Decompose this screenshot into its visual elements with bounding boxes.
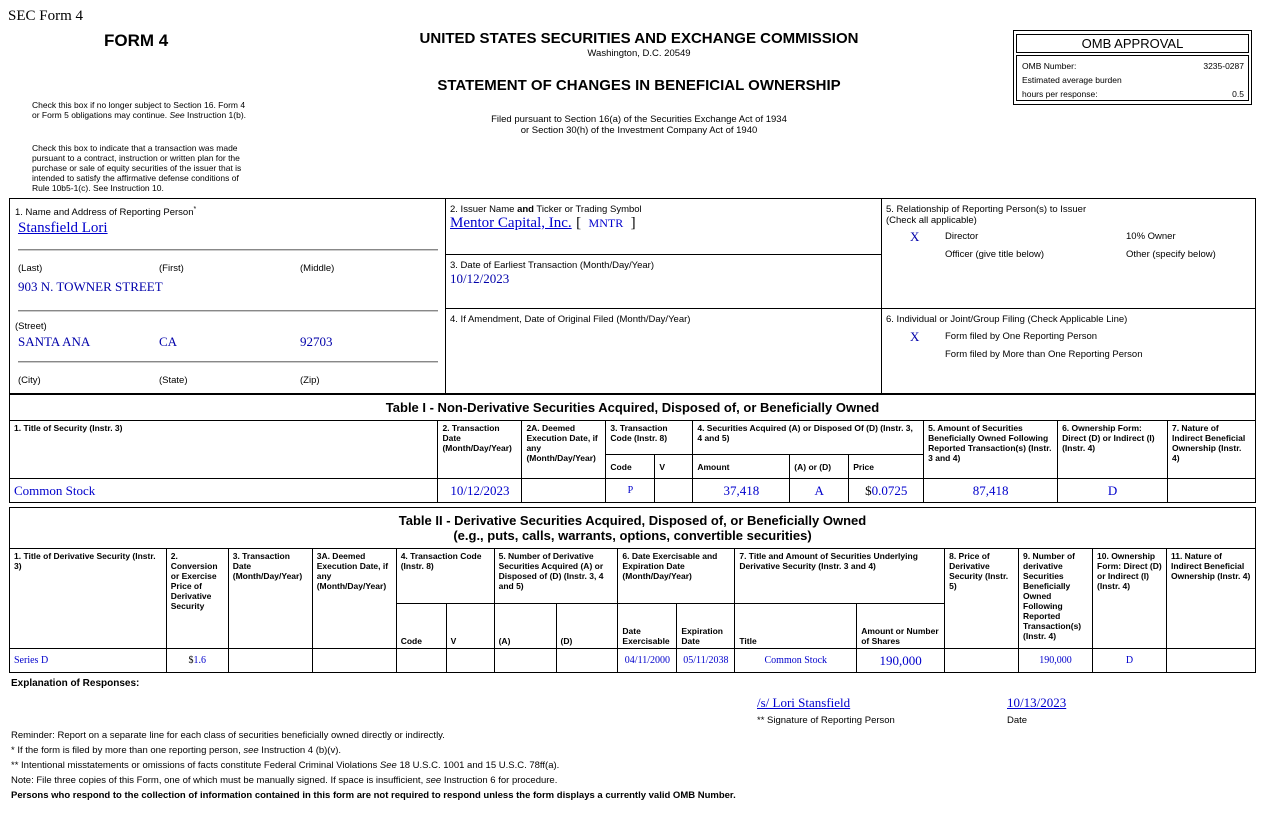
t2-row-expiration: 05/11/2038 bbox=[677, 649, 735, 673]
table-2 bbox=[9, 507, 1256, 673]
note-3-see: see bbox=[425, 775, 442, 786]
table-2-title-line-2: (e.g., puts, calls, warrants, options, convertible securities) bbox=[453, 528, 812, 543]
filed-pursuant bbox=[360, 114, 918, 136]
checkbox-1-line-2 bbox=[32, 110, 272, 120]
signature-label: ** Signature of Reporting Person bbox=[757, 715, 895, 726]
t1-row-form: D bbox=[1058, 479, 1168, 503]
checkbox-2-line-2: pursuant to a contract, instruction or written plan for the bbox=[32, 153, 240, 163]
t2-sub-expiration: Expiration Date bbox=[677, 604, 735, 649]
reminder-text: Reminder: Report on a separate line for each class of securities beneficially owned directly or indirectly. bbox=[11, 730, 445, 741]
t2-header-ownership-form: 10. Ownership Form: Direct (D) or Indirect (I) (Instr. 4) bbox=[1093, 549, 1167, 649]
table-row bbox=[10, 479, 1256, 503]
omb-title: OMB APPROVAL bbox=[1016, 34, 1249, 53]
t2-header-price: 8. Price of Derivative Security (Instr. 5) bbox=[945, 549, 1019, 649]
omb-burden-label: Estimated average burden bbox=[1022, 75, 1122, 85]
checkbox-1-instruction: Instruction 1(b). bbox=[184, 110, 247, 120]
t1-row-amount: 37,418 bbox=[693, 479, 790, 503]
one-person-label: Form filed by One Reporting Person bbox=[945, 331, 1098, 342]
checkbox-2-line-4: intended to satisfy the affirmative defense conditions of bbox=[32, 173, 239, 183]
director-mark: X bbox=[910, 229, 920, 244]
omb-number-value: 3235-0287 bbox=[1203, 61, 1244, 71]
checkbox-1-see: See bbox=[169, 110, 185, 120]
relationship-label-1: 5. Relationship of Reporting Person(s) to Issuer bbox=[886, 204, 1087, 215]
state-value: CA bbox=[159, 334, 178, 349]
note-1-instruction: Instruction 4 (b)(v). bbox=[258, 745, 342, 756]
t2-sub-title: Title bbox=[735, 604, 857, 649]
t1-header-nature: 7. Nature of Indirect Beneficial Ownership (Instr. 4) bbox=[1167, 421, 1255, 479]
zip-value: 92703 bbox=[300, 334, 333, 349]
issuer-label-c: Ticker or Trading Symbol bbox=[533, 204, 642, 215]
t2-row-title: Series D bbox=[10, 649, 167, 673]
issuer-name-link[interactable]: Mentor Capital, Inc. bbox=[450, 215, 572, 231]
t2-row-deemed bbox=[312, 649, 396, 673]
divider bbox=[18, 310, 438, 312]
filing-label: 6. Individual or Joint/Group Filing (Check Applicable Line) bbox=[886, 314, 1128, 325]
commission-name: UNITED STATES SECURITIES AND EXCHANGE COMMISSION bbox=[419, 30, 859, 47]
other-label: Other (specify below) bbox=[1126, 249, 1216, 260]
earliest-transaction-label: 3. Date of Earliest Transaction (Month/Day/Year) bbox=[450, 260, 654, 271]
t2-row-nature bbox=[1166, 649, 1255, 673]
earliest-transaction-section bbox=[445, 254, 882, 309]
last-label: (Last) bbox=[18, 263, 43, 274]
t2-row-conversion bbox=[166, 649, 228, 673]
reporting-person-section bbox=[9, 198, 446, 394]
street-value: 903 N. TOWNER STREET bbox=[18, 279, 163, 294]
note-2-see: See bbox=[379, 760, 397, 771]
ten-pct-owner-label: 10% Owner bbox=[1126, 231, 1176, 242]
no-longer-subject-text bbox=[32, 100, 272, 120]
t2-sub-date-exercisable: Date Exercisable bbox=[618, 604, 677, 649]
middle-label: (Middle) bbox=[300, 263, 335, 274]
t2-row-price-sym: $ bbox=[188, 655, 194, 666]
t1-header-title: 1. Title of Security (Instr. 3) bbox=[10, 421, 438, 479]
amendment-label: 4. If Amendment, Date of Original Filed (Month/Day/Year) bbox=[450, 314, 691, 325]
checkbox-2-line-1: Check this box to indicate that a transaction was made bbox=[32, 143, 238, 153]
issuer-label-and: and bbox=[517, 204, 534, 215]
relationship-label-2: (Check all applicable) bbox=[886, 215, 977, 226]
omb-details bbox=[1016, 55, 1249, 101]
omb-hours-value: 0.5 bbox=[1232, 89, 1244, 99]
t2-row-form: D bbox=[1093, 649, 1167, 673]
table-2-title-line-1: Table II - Derivative Securities Acquired, Disposed of, or Beneficially Owned bbox=[398, 513, 867, 528]
checkbox-2-line-5: Rule 10b5-1(c). See Instruction 10. bbox=[32, 183, 164, 193]
director-label: Director bbox=[945, 231, 979, 242]
table-row bbox=[10, 649, 1256, 673]
relationship-section bbox=[881, 198, 1256, 309]
city-value: SANTA ANA bbox=[18, 334, 91, 349]
t2-header-code: 4. Transaction Code (Instr. 8) bbox=[396, 549, 494, 604]
t2-row-v bbox=[446, 649, 494, 673]
filed-pursuant-line-2: or Section 30(h) of the Investment Company Act of 1940 bbox=[520, 125, 758, 136]
t2-header-number: 5. Number of Derivative Securities Acquired (A) or Disposed of (D) (Instr. 3, 4 and 5) bbox=[494, 549, 618, 604]
t2-header-deemed: 3A. Deemed Execution Date, if any (Month/Day/Year) bbox=[312, 549, 396, 649]
checkbox-2-line-3: purchase or sale of equity securities of the issuer that is bbox=[32, 163, 242, 173]
note-3-text: Note: File three copies of this Form, one of which must be manually signed. If space is insufficient, bbox=[11, 775, 426, 786]
note-1-text: * If the form is filed by more than one reporting person, bbox=[11, 745, 244, 756]
reporting-person-label bbox=[15, 206, 196, 218]
commission-location: Washington, D.C. 20549 bbox=[587, 48, 691, 59]
reporting-person-name-link[interactable]: Stansfield Lori bbox=[18, 220, 108, 236]
note-2-text: ** Intentional misstatements or omissions of facts constitute Federal Criminal Violations bbox=[11, 760, 380, 771]
t1-row-deemed bbox=[522, 479, 606, 503]
t2-row-d bbox=[556, 649, 618, 673]
t2-header-exercisable: 6. Date Exercisable and Expiration Date (Month/Day/Year) bbox=[618, 549, 735, 604]
filed-pursuant-line-1: Filed pursuant to Section 16(a) of the Securities Exchange Act of 1934 bbox=[491, 114, 787, 125]
t2-sub-a: (A) bbox=[494, 604, 556, 649]
t1-row-v bbox=[655, 479, 693, 503]
reporting-person-label-text: 1. Name and Address of Reporting Person bbox=[15, 207, 194, 219]
more-persons-label: Form filed by More than One Reporting Person bbox=[945, 349, 1143, 360]
divider bbox=[18, 361, 438, 363]
t2-header-title: 1. Title of Derivative Security (Instr. 3) bbox=[10, 549, 167, 649]
t2-row-underlying-amount: 190,000 bbox=[857, 649, 945, 673]
footnote-multiple-persons bbox=[11, 745, 341, 756]
table-1 bbox=[9, 394, 1256, 503]
officer-label: Officer (give title below) bbox=[945, 249, 1045, 260]
statement-title: STATEMENT OF CHANGES IN BENEFICIAL OWNERSHIP bbox=[437, 77, 841, 94]
divider bbox=[18, 249, 438, 251]
ticker-bracket-close: ] bbox=[630, 215, 636, 231]
omb-number-label: OMB Number: bbox=[1022, 61, 1077, 71]
t2-header-underlying: 7. Title and Amount of Securities Underlying Derivative Security (Instr. 3 and 4) bbox=[735, 549, 945, 604]
t2-row-code bbox=[396, 649, 446, 673]
ticker-bracket-open: [ bbox=[576, 215, 582, 231]
t2-header-conversion: 2. Conversion or Exercise Price of Derivative Security bbox=[166, 549, 228, 649]
t1-sub-code: Code bbox=[606, 455, 655, 479]
signature-date-link[interactable]: 10/13/2023 bbox=[1007, 695, 1067, 710]
t1-row-price bbox=[849, 479, 924, 503]
omb-approval-box bbox=[1013, 30, 1252, 105]
rule-10b5-1-text bbox=[32, 143, 272, 193]
earliest-transaction-date: 10/12/2023 bbox=[450, 271, 510, 286]
one-person-mark: X bbox=[910, 329, 920, 344]
t1-row-price-value: 0.0725 bbox=[871, 482, 908, 498]
zip-label: (Zip) bbox=[300, 375, 320, 386]
t1-row-price-sym: $ bbox=[865, 482, 872, 498]
t1-row-date: 10/12/2023 bbox=[438, 479, 522, 503]
t1-sub-amount: Amount bbox=[693, 455, 790, 479]
t1-row-nature bbox=[1167, 479, 1255, 503]
t2-sub-v: V bbox=[446, 604, 494, 649]
state-label: (State) bbox=[159, 375, 188, 386]
t1-header-amount-owned: 5. Amount of Securities Beneficially Owned Following Reported Transaction(s) (Instr. 3 and 4) bbox=[924, 421, 1058, 479]
date-label: Date bbox=[1007, 715, 1028, 726]
omb-hours-label: hours per response: bbox=[1022, 89, 1098, 99]
explanation-heading: Explanation of Responses: bbox=[11, 678, 140, 689]
form-name: FORM 4 bbox=[104, 31, 169, 50]
city-label: (City) bbox=[18, 375, 41, 386]
t1-row-title: Common Stock bbox=[10, 479, 438, 503]
t2-sub-code: Code bbox=[396, 604, 446, 649]
t1-header-date: 2. Transaction Date (Month/Day/Year) bbox=[438, 421, 522, 479]
page-title: SEC Form 4 bbox=[8, 8, 84, 24]
t2-header-date: 3. Transaction Date (Month/Day/Year) bbox=[228, 549, 312, 649]
t1-row-code: P bbox=[606, 479, 655, 503]
footnote-copies bbox=[11, 775, 557, 786]
t1-sub-price: Price bbox=[849, 455, 924, 479]
table-1-title: Table I - Non-Derivative Securities Acquired, Disposed of, or Beneficially Owned bbox=[10, 395, 1256, 421]
t2-row-date-exercisable: 04/11/2000 bbox=[618, 649, 677, 673]
t2-row-a bbox=[494, 649, 556, 673]
reporting-person-asterisk: * bbox=[193, 206, 197, 213]
t2-row-date bbox=[228, 649, 312, 673]
note-3-instruction: Instruction 6 for procedure. bbox=[441, 775, 558, 786]
t1-sub-aord: (A) or (D) bbox=[790, 455, 849, 479]
t1-header-code: 3. Transaction Code (Instr. 8) bbox=[606, 421, 693, 455]
note-2-statute: 18 U.S.C. 1001 and 15 U.S.C. 78ff(a). bbox=[396, 760, 560, 771]
t1-row-aord: A bbox=[790, 479, 849, 503]
first-label: (First) bbox=[159, 263, 184, 274]
amendment-section bbox=[445, 308, 882, 394]
table-2-title bbox=[10, 508, 1256, 549]
t1-sub-v: V bbox=[655, 455, 693, 479]
t2-header-nature: 11. Nature of Indirect Beneficial Ownership (Instr. 4) bbox=[1166, 549, 1255, 649]
t1-row-owned: 87,418 bbox=[924, 479, 1058, 503]
t1-header-ownership-form: 6. Ownership Form: Direct (D) or Indirect (I) (Instr. 4) bbox=[1058, 421, 1168, 479]
note-1-see: see bbox=[243, 745, 259, 756]
t2-row-price-value: 1.6 bbox=[193, 655, 206, 666]
checkbox-1-text: or Form 5 obligations may continue. bbox=[32, 110, 170, 120]
issuer-label-a: 2. Issuer Name bbox=[450, 204, 518, 215]
footnote-misstatements bbox=[11, 760, 559, 771]
relationship-label bbox=[886, 204, 1086, 226]
t2-header-owned: 9. Number of derivative Securities Beneficially Owned Following Reported Transaction(s) (Instr. 4) bbox=[1019, 549, 1093, 649]
street-label: (Street) bbox=[15, 321, 47, 332]
signature-link[interactable]: /s/ Lori Stansfield bbox=[757, 695, 851, 710]
ticker-symbol: MNTR bbox=[588, 216, 624, 230]
omb-notice: Persons who respond to the collection of information contained in this form are not required to respond unless the form displays a currently valid OMB Number. bbox=[11, 790, 736, 801]
t2-row-price bbox=[945, 649, 1019, 673]
t2-row-owned: 190,000 bbox=[1019, 649, 1093, 673]
t2-sub-d: (D) bbox=[556, 604, 618, 649]
t2-row-underlying-title: Common Stock bbox=[735, 649, 857, 673]
t1-header-securities: 4. Securities Acquired (A) or Disposed Of (D) (Instr. 3, 4 and 5) bbox=[693, 421, 924, 455]
checkbox-1-line-1: Check this box if no longer subject to Section 16. Form 4 bbox=[32, 100, 246, 110]
issuer-name-row bbox=[450, 214, 636, 232]
issuer-section bbox=[445, 198, 882, 255]
t1-header-deemed: 2A. Deemed Execution Date, if any (Month/Day/Year) bbox=[522, 421, 606, 479]
filing-section bbox=[881, 308, 1256, 394]
t2-sub-amount-shares: Amount or Number of Shares bbox=[857, 604, 945, 649]
